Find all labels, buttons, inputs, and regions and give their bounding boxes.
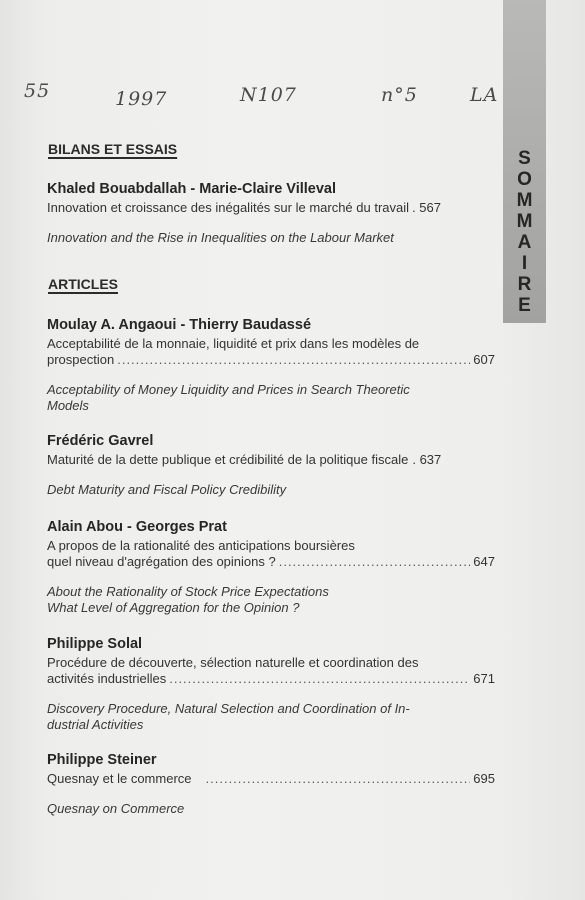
entry-title-en: Innovation and the Rise in Inequalities on the Labour Market xyxy=(47,230,394,245)
toc-entry xyxy=(47,181,495,246)
page-number: . 567 xyxy=(412,200,441,215)
tab-letter: O xyxy=(517,169,532,190)
page-number: 671 xyxy=(473,671,495,686)
entry-title-fr: Maturité de la dette publique et crédibilité de la politique fiscale . 637 xyxy=(47,452,442,467)
page-number: 695 xyxy=(473,771,495,786)
handwritten-issue-number: N107 xyxy=(240,84,297,106)
tab-letter: M xyxy=(516,211,533,232)
leader-dots xyxy=(169,671,470,687)
entry-authors: Alain Abou - Georges Prat xyxy=(47,519,227,535)
tab-letter: R xyxy=(517,274,532,295)
sommaire-tab xyxy=(503,0,546,323)
tab-letter: E xyxy=(518,295,531,316)
section-heading-articles: ARTICLES xyxy=(48,276,118,292)
entry-authors: Moulay A. Angaoui - Thierry Baudassé xyxy=(47,317,312,333)
tab-letter: A xyxy=(517,232,532,253)
section-heading-bilans: BILANS ET ESSAIS xyxy=(48,141,178,157)
page-number: 647 xyxy=(473,554,495,569)
tab-letter: M xyxy=(516,190,533,211)
toc-entry xyxy=(47,752,495,817)
leader-dots xyxy=(279,554,471,570)
entry-title-en: Discovery Procedure, Natural Selection and Coordination of In- dustrial Activities xyxy=(47,701,410,732)
entry-authors: Philippe Steiner xyxy=(47,752,157,768)
handwritten-year: 1997 xyxy=(115,88,168,110)
handwritten-initials: LA xyxy=(470,84,499,106)
entry-title-fr: Procédure de découverte, sélection naturelle et coordination des activités industrielles ..... 671 xyxy=(47,655,495,687)
entry-title-en: Quesnay on Commerce xyxy=(47,801,185,816)
leader-dots xyxy=(117,352,470,368)
tab-letter: I xyxy=(521,253,528,274)
toc-entry xyxy=(47,519,495,616)
sommaire-label xyxy=(503,148,546,316)
page-number: 607 xyxy=(473,352,495,367)
tab-letter: S xyxy=(518,148,531,169)
entry-title-fr: Innovation et croissance des inégalités sur le marché du travail . 567 xyxy=(47,200,441,215)
entry-title-en: Acceptability of Money Liquidity and Prices in Search Theoretic Models xyxy=(47,382,410,413)
entry-title-fr: A propos de la rationalité des anticipations boursières quel niveau d'agrégation des opinions ? ..... 647 xyxy=(47,538,495,570)
entry-title-en: Debt Maturity and Fiscal Policy Credibility xyxy=(47,482,287,497)
toc-entry xyxy=(47,433,495,498)
toc-entry xyxy=(47,636,495,733)
entry-title-fr: Quesnay et le commerce ..... 695 xyxy=(47,771,495,787)
handwritten-note: 55 xyxy=(24,80,51,102)
entry-title-fr: Acceptabilité de la monnaie, liquidité et prix dans les modèles de prospection ..... 607 xyxy=(47,336,495,368)
entry-authors: Khaled Bouabdallah - Marie-Claire Villeval xyxy=(47,181,337,197)
entry-title-en: About the Rationality of Stock Price Expectations What Level of Aggregation for the Opinion ? xyxy=(47,584,329,615)
leader-dots xyxy=(206,771,471,787)
page-number: . 637 xyxy=(412,452,442,467)
handwritten-number: n°5 xyxy=(381,84,418,106)
entry-authors: Frédéric Gavrel xyxy=(47,433,154,449)
toc-entry xyxy=(47,317,495,414)
entry-authors: Philippe Solal xyxy=(47,636,143,652)
